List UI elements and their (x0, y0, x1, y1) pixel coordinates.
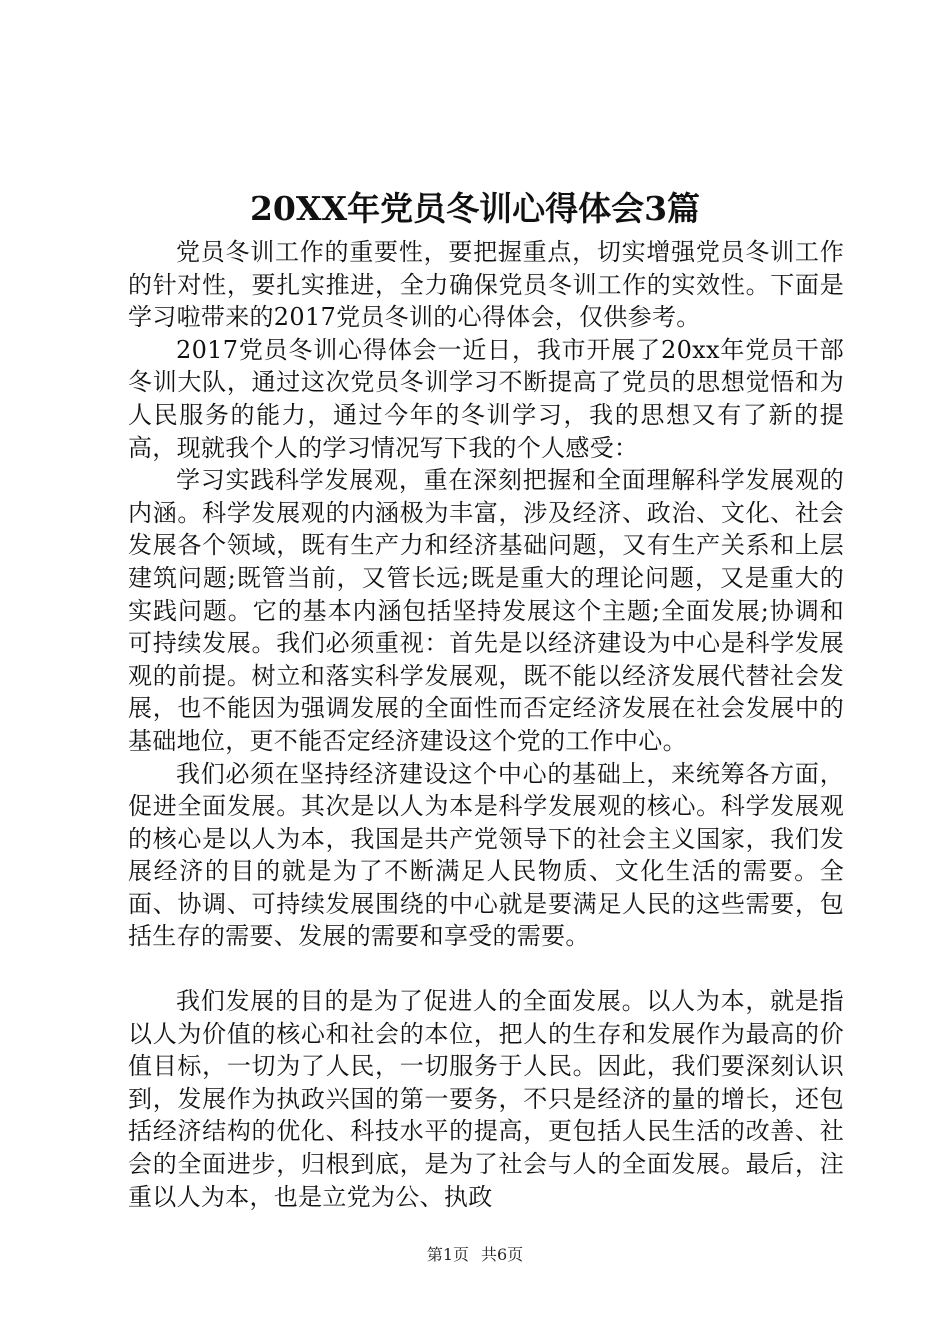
paragraph-opening: 2017党员冬训心得体会一近日，我市开展了20xx年党员干部冬训大队，通过这次党员冬训学习不断提高了党员的思想觉悟和为人民服务的能力，通过今年的冬训学习，我的思想又有了新的提高，现就我个人的学习情况写下我的个人感受： (128, 335, 844, 462)
document-title: 20XX年党员冬训心得体会3篇 (249, 189, 701, 228)
paragraph-development-purpose: 我们发展的目的是为了促进人的全面发展。以人为本，就是指以人为价值的核心和社会的本位，把人的生存和发展作为最高的价值目标，一切为了人民，一切服务于人民。因此，我们要深刻认识到，发展作为执政兴国的第一要务，不只是经济的量的增长，还包括经济结构的优化、科技水平的提高，更包括人民生活的改善、社会的全面进步，归根到底，是为了社会与人的全面发展。最后，注重以人为本，也是立党为公、执政 (128, 987, 844, 1211)
page-total: 共6页 (481, 1245, 524, 1264)
page-footer (0, 1244, 950, 1266)
document-body (128, 236, 844, 1213)
page-number: 第1页 (426, 1245, 469, 1264)
paragraph-people-centered: 我们必须在坚持经济建设这个中心的基础上，来统筹各方面，促进全面发展。其次是以人为本是科学发展观的核心。科学发展观的核心是以人为本，我国是共产党领导下的社会主义国家，我们发展经济的目的就是为了不断满足人民物质、文化生活的需要。全面、协调、可持续发展围绕的中心就是要满足人民的这些需要，包括生存的需要、发展的需要和享受的需要。 (128, 759, 844, 951)
paragraph-intro: 党员冬训工作的重要性，要把握重点，切实增强党员冬训工作的针对性，要扎实推进，全力确保党员冬训工作的实效性。下面是学习啦带来的2017党员冬训的心得体会，仅供参考。 (128, 238, 844, 332)
paragraph-scientific-outlook: 学习实践科学发展观，重在深刻把握和全面理解科学发展观的内涵。科学发展观的内涵极为丰富，涉及经济、政治、文化、社会发展各个领域，既有生产力和经济基础问题，又有生产关系和上层建筑问题;既管当前，又管长远;既是重大的理论问题，又是重大的实践问题。它的基本内涵包括坚持发展这个主题;全面发展;协调和可持续发展。我们必须重视：首先是以经济建设为中心是科学发展观的前提。树立和落实科学发展观，既不能以经济发展代替社会发展，也不能因为强调发展的全面性而否定经济发展在社会发展中的基础地位，更不能否定经济建设这个党的工作中心。 (128, 466, 844, 755)
